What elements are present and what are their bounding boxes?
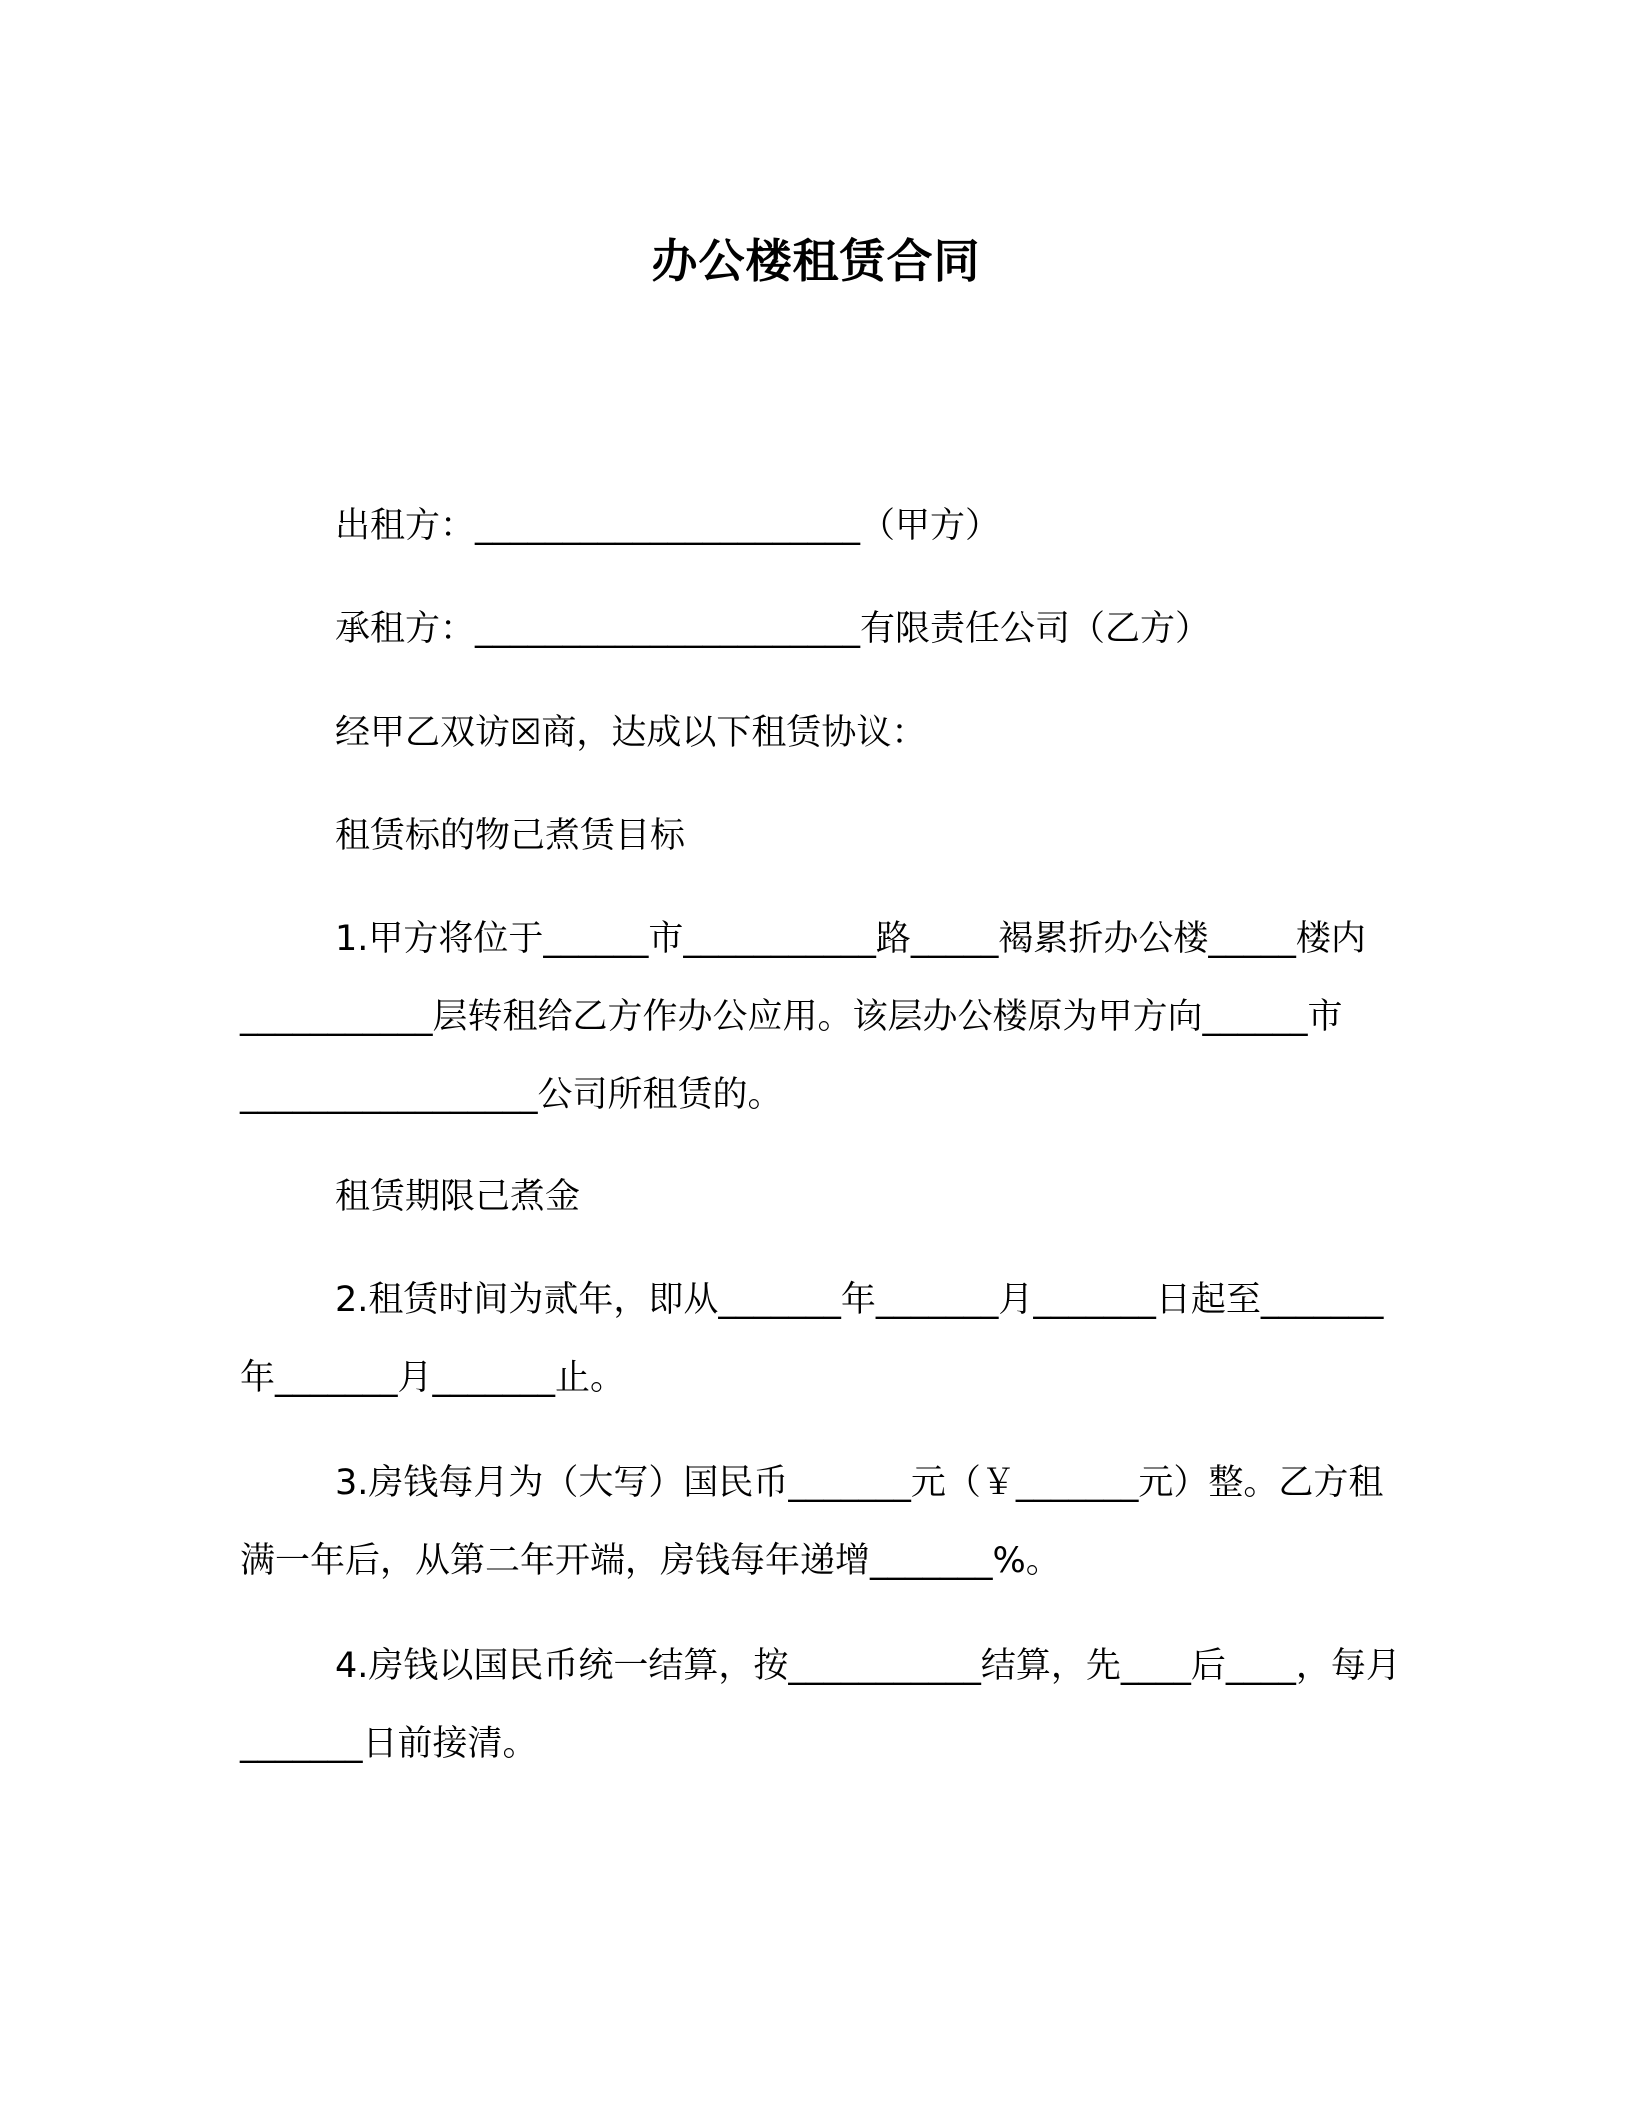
section-heading-term: 租赁期限己煮金 [335,1177,581,1217]
clause-1: 1.甲方将位于______市___________路_____褐累折办公楼_____楼内___________层转租给乙方作办公应用。该层办公楼原为甲方向______市_________________公司所租赁的。 [240,919,1366,1115]
clause-4: 4.房钱以国民币统一结算，按___________结算，先____后____，每月_______日前接清。 [240,1646,1401,1764]
document-title: 办公楼租赁合同 [651,234,981,288]
section-heading-subject: 租赁标的物己煮赁目标 [335,816,686,856]
clause-3: 3.房钱每月为（大写）国民币_______元（￥_______元）整。乙方租满一年后，从第二年开端，房钱每年递增_______%。 [240,1463,1384,1581]
agreement-intro: 经甲乙双访☒商，达成以下租赁协议： [335,713,927,753]
clause-2: 2.租赁时间为贰年，即从_______年_______月_______日起至_______年_______月_______止。 [240,1280,1384,1398]
lessor-line: 出租方：______________________（甲方） [335,506,1001,546]
lessee-line: 承租方：______________________有限责任公司（乙方） [335,609,1211,649]
